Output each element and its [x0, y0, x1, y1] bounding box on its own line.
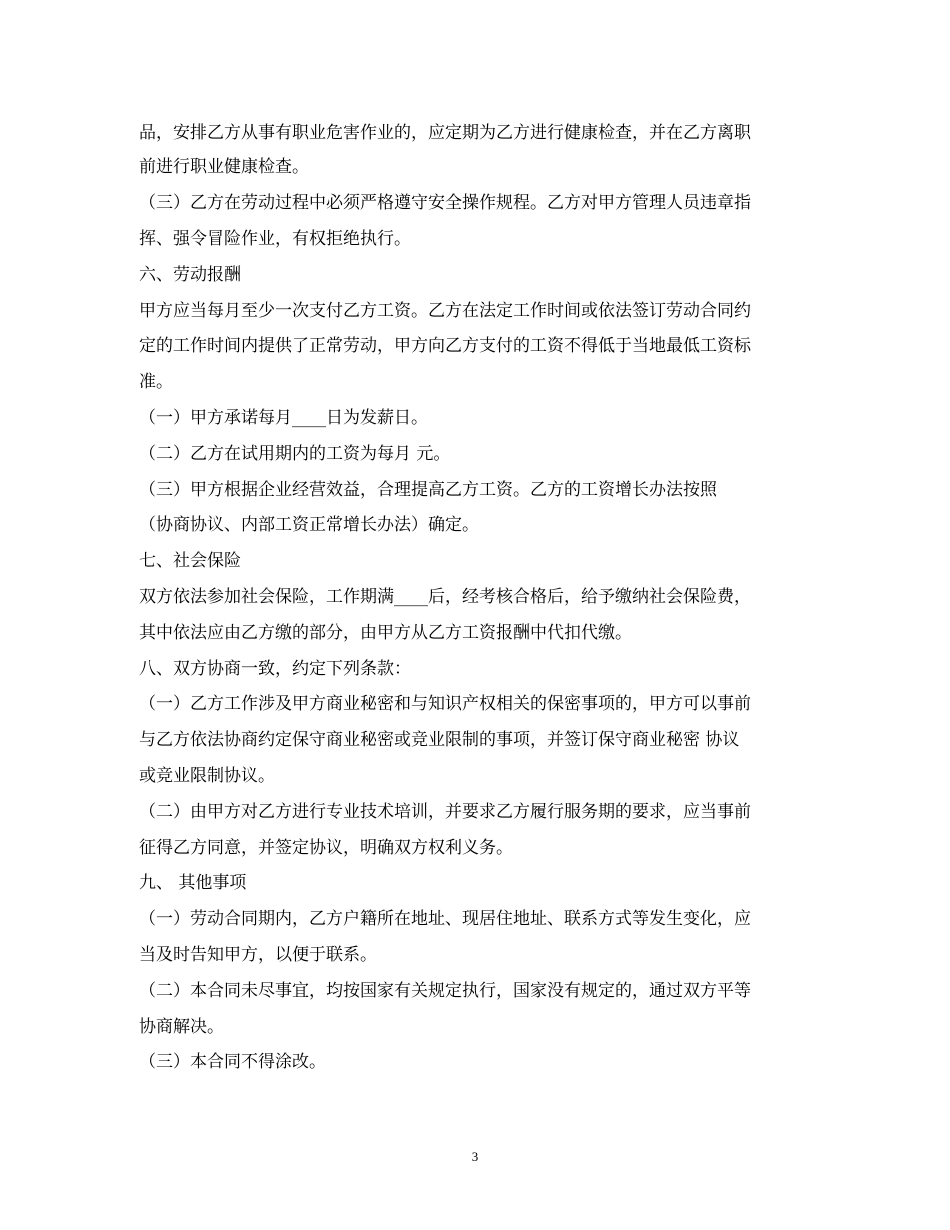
- paragraph-line: 征得乙方同意，并签定协议，明确双方权利义务。: [139, 838, 513, 858]
- paragraph-line: 与乙方依法协商约定保守商业秘密或竞业限制的事项，并签订保守商业秘密 协议: [139, 730, 740, 750]
- section-heading: 六、劳动报酬: [139, 265, 241, 285]
- paragraph-line: 挥、强令冒险作业，有权拒绝执行。: [139, 229, 411, 249]
- paragraph-line: 品，安排乙方从事有职业危害作业的，应定期为乙方进行健康检查，并在乙方离职: [139, 123, 751, 143]
- paragraph-line: （一）乙方工作涉及甲方商业秘密和与知识产权相关的保密事项的，甲方可以事前: [139, 694, 751, 714]
- paragraph-line: （一）劳动合同期内，乙方户籍所在地址、现居住地址、联系方式等发生变化，应: [139, 909, 751, 929]
- paragraph-line: （一）甲方承诺每月____日为发薪日。: [139, 408, 428, 428]
- paragraph-line: 前进行职业健康检查。: [139, 157, 309, 177]
- page-number: 3: [471, 1149, 479, 1164]
- section-heading: 九、 其他事项: [139, 873, 247, 893]
- paragraph-line: 甲方应当每月至少一次支付乙方工资。乙方在法定工作时间或依法签订劳动合同约: [139, 301, 751, 321]
- paragraph-line: 协商解决。: [139, 1017, 224, 1037]
- section-heading: 七、社会保险: [139, 551, 241, 571]
- paragraph-line: （二）本合同未尽事宜，均按国家有关规定执行，国家没有规定的，通过双方平等: [139, 981, 751, 1001]
- paragraph-line: 定的工作时间内提供了正常劳动，甲方向乙方支付的工资不得低于当地最低工资标: [139, 336, 751, 356]
- paragraph-line: 双方依法参加社会保险，工作期满____后，经考核合格后，给予缴纳社会保险费，: [139, 587, 751, 607]
- paragraph-line: （三）乙方在劳动过程中必须严格遵守安全操作规程。乙方对甲方管理人员违章指: [139, 193, 751, 213]
- paragraph-line: 或竞业限制协议。: [139, 766, 275, 786]
- paragraph-line: （三）本合同不得涂改。: [139, 1052, 326, 1072]
- paragraph-line: 当及时告知甲方，以便于联系。: [139, 945, 377, 965]
- paragraph-line: 其中依法应由乙方缴的部分，由甲方从乙方工资报酬中代扣代缴。: [139, 623, 632, 643]
- paragraph-line: （三）甲方根据企业经营效益，合理提高乙方工资。乙方的工资增长办法按照: [139, 480, 717, 500]
- paragraph-line: （二）乙方在试用期内的工资为每月 元。: [139, 444, 451, 464]
- paragraph-line: 准。: [139, 372, 173, 392]
- paragraph-line: （二）由甲方对乙方进行专业技术培训，并要求乙方履行服务期的要求，应当事前: [139, 802, 751, 822]
- section-heading: 八、双方协商一致，约定下列条款：: [139, 659, 411, 679]
- paragraph-line: （协商协议、内部工资正常增长办法）确定。: [139, 515, 479, 535]
